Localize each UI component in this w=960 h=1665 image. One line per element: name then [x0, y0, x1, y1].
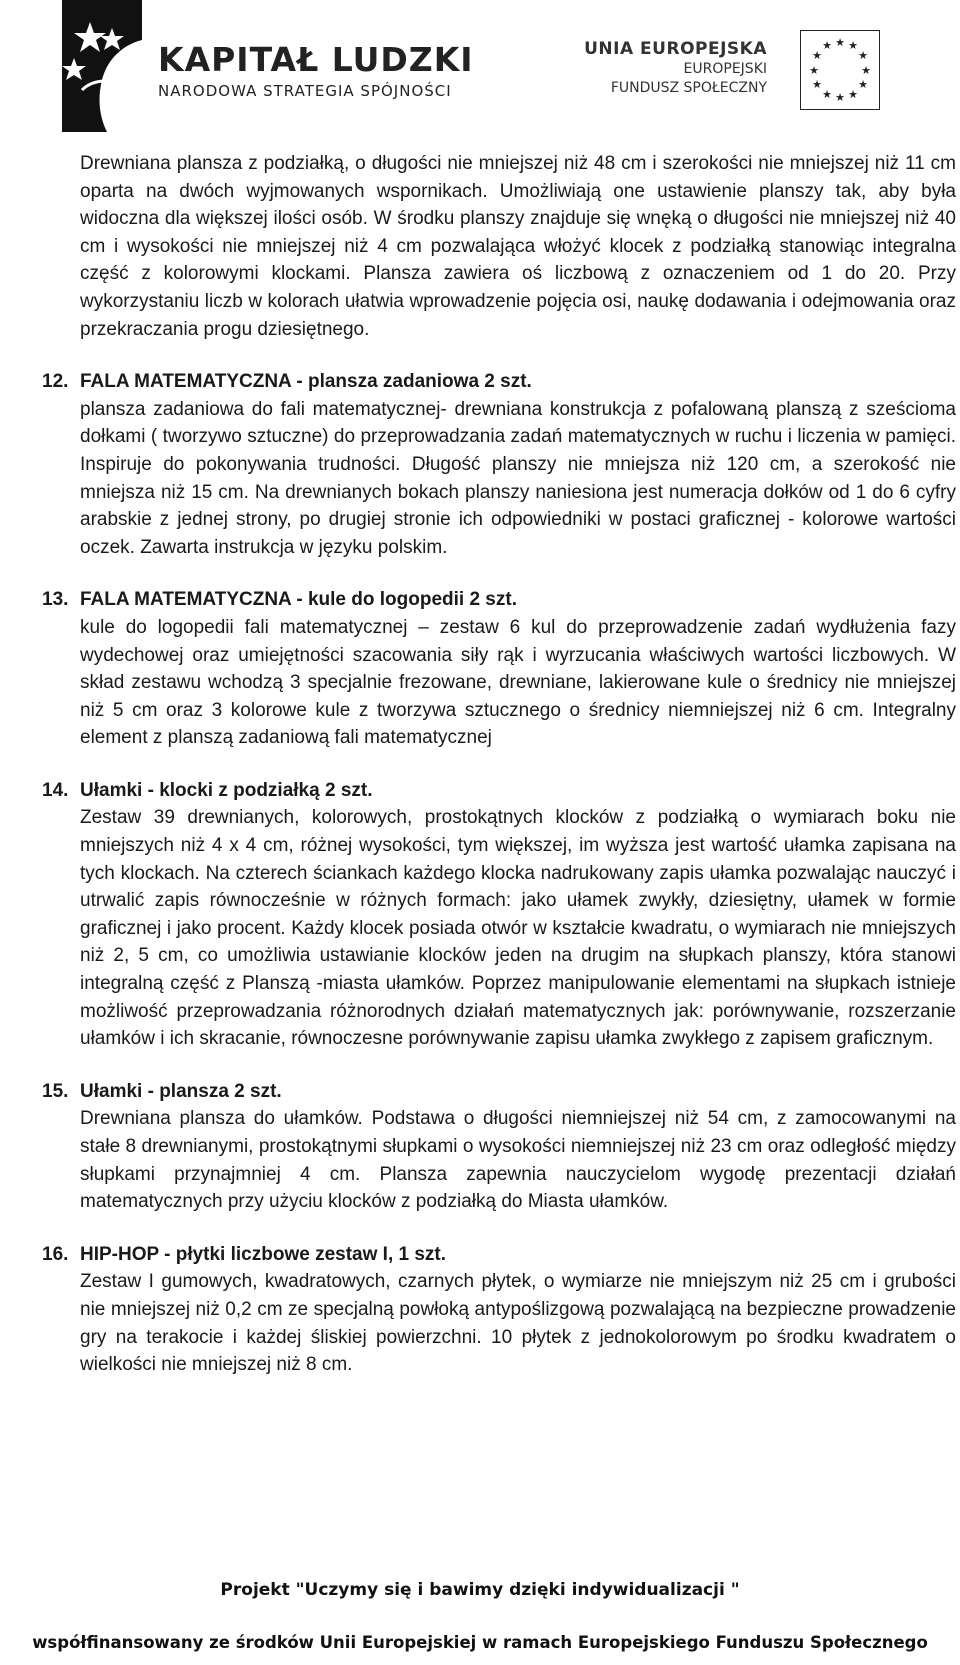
section-heading	[42, 368, 956, 396]
section-body: kule do logopedii fali matematycznej – zestaw 6 kul do przeprowadzenie zadań wydłużenia fazy wydechowej oraz umiejętności szacowania siły rąk i wyrzucania właściwych wartości liczbowych. W skład zestawu wchodzą 3 specjalnie frezowane, drewniane, lakierowane kule o średnicy nie mniejszej niż 5 cm oraz 3 kolorowe kule z tworzywa sztucznego o średnicy niemniejszej niż 6 cm. Integralny element z planszą zadaniową fali matematycznej	[80, 616, 956, 749]
svg-text:★: ★	[822, 88, 832, 101]
eu-logo-text	[584, 38, 767, 98]
intro-paragraph: Drewniana plansza z podziałką, o długości nie mniejszej niż 48 cm i szerokości nie mniejszej niż 11 cm oparta na dwóch wyjmowanych wspornikach. Umożliwiają one ustawienie planszy tak, aby była widoczna dla większej ilości osób. W środku planszy znajduje się wnęką o długości nie mniejszej niż 40 cm i wysokości nie mniejszej niż 4 cm pozwalająca włożyć klocek z podziałką stanowiąc integralna część z kolorowymi klockami. Plansza zawiera oś liczbową z oznaczeniem od 1 do 20. Przy wykorzystaniu liczb w kolorach ułatwia wprowadzenie pojęcia osi, naukę dodawania i odejmowania oraz przekraczania progu dziesiętnego.	[80, 153, 956, 340]
svg-text:★: ★	[848, 39, 858, 52]
eu-logo-line3: FUNDUSZ SPOŁECZNY	[610, 80, 767, 96]
section-14	[42, 777, 956, 1053]
section-13	[42, 586, 956, 752]
section-number: 14.	[42, 779, 69, 801]
svg-text:★: ★	[858, 49, 868, 62]
left-logo-title: KAPITAŁ LUDZKI	[158, 40, 474, 79]
svg-text:★: ★	[809, 64, 819, 77]
section-body: Drewniana plansza do ułamków. Podstawa o długości niemniejszej niż 54 cm, z zamocowanymi na stałe 8 drewnianymi, prostokątnymi słupkami o wysokości niemniejszej niż 23 cm oraz odległość między słupkami przynajmniej 4 cm. Plansza zapewnia nauczycielom wygodę prezentacji działań matematycznych przy użyciu klocków z podziałką do Miasta ułamków.	[80, 1108, 956, 1213]
section-title: FALA MATEMATYCZNA - plansza zadaniowa 2 szt.	[80, 371, 532, 393]
section-title: FALA MATEMATYCZNA - kule do logopedii 2 szt.	[80, 589, 517, 611]
section-heading	[42, 777, 956, 805]
section-number: 16.	[42, 1243, 69, 1265]
svg-text:★: ★	[822, 39, 832, 52]
svg-text:★: ★	[858, 78, 868, 91]
section-number: 15.	[42, 1080, 69, 1102]
svg-text:★: ★	[812, 49, 822, 62]
kapital-ludzki-logo-icon	[52, 0, 142, 132]
section-body: Zestaw I gumowych, kwadratowych, czarnych płytek, o wymiarze nie mniejszym niż 25 cm i grubości nie mniejszej niż 0,2 cm ze specjalną powłoką antypoślizgową pozwalającą na bezpieczne prowadzenie gry na terakocie i każdej śliskiej powierzchni. 10 płytek z jednokolorowym po środku kwadratem o wielkości nie mniejszej niż 8 cm.	[80, 1271, 956, 1376]
footer-cofinancing: współfinansowany ze środków Unii Europejskiej w ramach Europejskiego Funduszu Społecznego	[32, 1633, 928, 1652]
section-title: Ułamki - klocki z podziałką 2 szt.	[80, 779, 373, 801]
svg-text:★: ★	[835, 36, 845, 49]
svg-text:★: ★	[812, 78, 822, 91]
section-heading	[42, 586, 956, 614]
eu-logo-line1: UNIA EUROPEJSKA	[584, 39, 767, 59]
page-header	[0, 0, 960, 135]
section-heading	[42, 1078, 956, 1106]
section-body: Zestaw 39 drewnianych, kolorowych, prostokątnych klocków z podziałką o wymiarach boku nie mniejszych niż 4 x 4 cm, różnej wysokości, tym większej, im wyższa jest wartość ułamka zapisana na tych klockach. Na czterech ściankach każdego klocka nadrukowany zapis ułamka pozwalając nauczyć i utrwalić zapis równocześnie w różnych formach: jako ułamek zwykły, dziesiętny, ułamek w formie graficznej i jako procent. Każdy klocek posiada otwór w kształcie kwadratu, o wymiarach nie mniejszych niż 2, 5 cm, co umożliwia ustawianie klocków jeden na drugim na słupkach planszy, która stanowi integralną część z Planszą -miasta ułamków. Poprzez manipulowanie elementami na słupkach istnieje możliwość przeprowadzania różnorodnych działań matematycznych jak: porównywanie, rozszerzanie ułamków i ich skracanie, równoczesne porównywanie zapisu ułamka zwykłego z zapisem graficznym.	[80, 807, 956, 1050]
footer-project: Projekt "Uczymy się i bawimy dzięki indywidualizacji "	[220, 1580, 740, 1600]
section-body: plansza zadaniowa do fali matematycznej- drewniana konstrukcja z pofalowaną planszą z sześcioma dołkami ( tworzywo sztuczne) do przeprowadzania zadań matematycznych w ruchu i liczenia w pamięci. Inspiruje do pokonywania trudności. Długość planszy nie mniejsza niż 120 cm, a szerokość nie mniejsza niż 15 cm. Na drewnianych bokach planszy naniesiona jest numeracja dołków od 1 do 6 cyfry arabskie z jednej strony, po drugiej stronie ich odpowiedniki w postaci graficznej - kolorowe wartości oczek. Zawarta instrukcja w języku polskim.	[80, 398, 956, 558]
left-logo-subtitle: NARODOWA STRATEGIA SPÓJNOŚCI	[158, 82, 452, 100]
svg-text:★: ★	[861, 64, 871, 77]
section-title: Ułamki - plansza 2 szt.	[80, 1080, 282, 1102]
section-heading	[42, 1241, 956, 1269]
eu-logo-line2: EUROPEJSKI	[683, 61, 767, 77]
document-body	[42, 150, 956, 1379]
svg-text:★: ★	[848, 88, 858, 101]
section-title: HIP-HOP - płytki liczbowe zestaw I, 1 szt.	[80, 1243, 447, 1265]
section-12	[42, 368, 956, 561]
eu-stars-icon	[800, 30, 880, 110]
svg-text:★: ★	[835, 91, 845, 104]
section-15	[42, 1078, 956, 1216]
section-16	[42, 1241, 956, 1379]
section-number: 13.	[42, 589, 69, 611]
section-number: 12.	[42, 371, 69, 393]
